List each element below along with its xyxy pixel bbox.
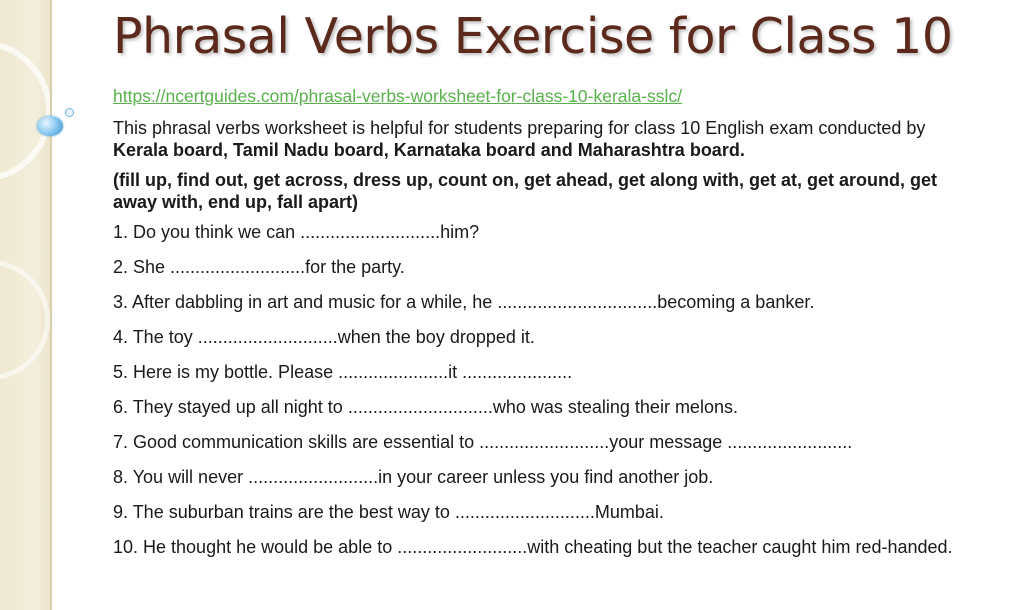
question-2: 2. She ...........................for the party. — [113, 257, 405, 277]
decorative-ring — [0, 40, 50, 182]
question-10: 10. He thought he would be able to ..........................with cheating but the teacher caught him red-handed. — [113, 537, 953, 557]
slide-content — [113, 85, 973, 571]
intro-paragraph — [113, 117, 973, 161]
question-5: 5. Here is my bottle. Please ......................it ...................... — [113, 362, 573, 382]
decorative-side-band — [0, 0, 50, 610]
question-4: 4. The toy ............................when the boy dropped it. — [113, 327, 535, 347]
question-8: 8. You will never ..........................in your career unless you find another job. — [113, 467, 714, 487]
question-3: 3. After dabbling in art and music for a while, he ................................becoming a banker. — [113, 292, 815, 312]
slide-title: Phrasal Verbs Exercise for Class 10 — [113, 8, 953, 65]
question-9: 9. The suburban trains are the best way to ............................Mumbai. — [113, 502, 664, 522]
decorative-ring — [0, 260, 50, 380]
question-1: 1. Do you think we can ............................him? — [113, 222, 480, 242]
side-divider — [50, 0, 52, 610]
intro-boards: Kerala board, Tamil Nadu board, Karnataka board and Maharashtra board. — [113, 140, 745, 160]
bubble-icon — [37, 116, 63, 136]
phrasal-verb-list: (fill up, find out, get across, dress up, count on, get ahead, get along with, get at, get around, get away with, end up, fall apart) — [113, 170, 938, 212]
source-link[interactable]: https://ncertguides.com/phrasal-verbs-worksheet-for-class-10-kerala-sslc/ — [113, 86, 682, 106]
intro-text: This phrasal verbs worksheet is helpful for students preparing for class 10 English exam conducted by — [113, 118, 926, 138]
question-6: 6. They stayed up all night to .............................who was stealing their melons. — [113, 397, 738, 417]
small-bubble-icon — [65, 108, 74, 117]
question-7: 7. Good communication skills are essential to ..........................your message ......................... — [113, 432, 853, 452]
